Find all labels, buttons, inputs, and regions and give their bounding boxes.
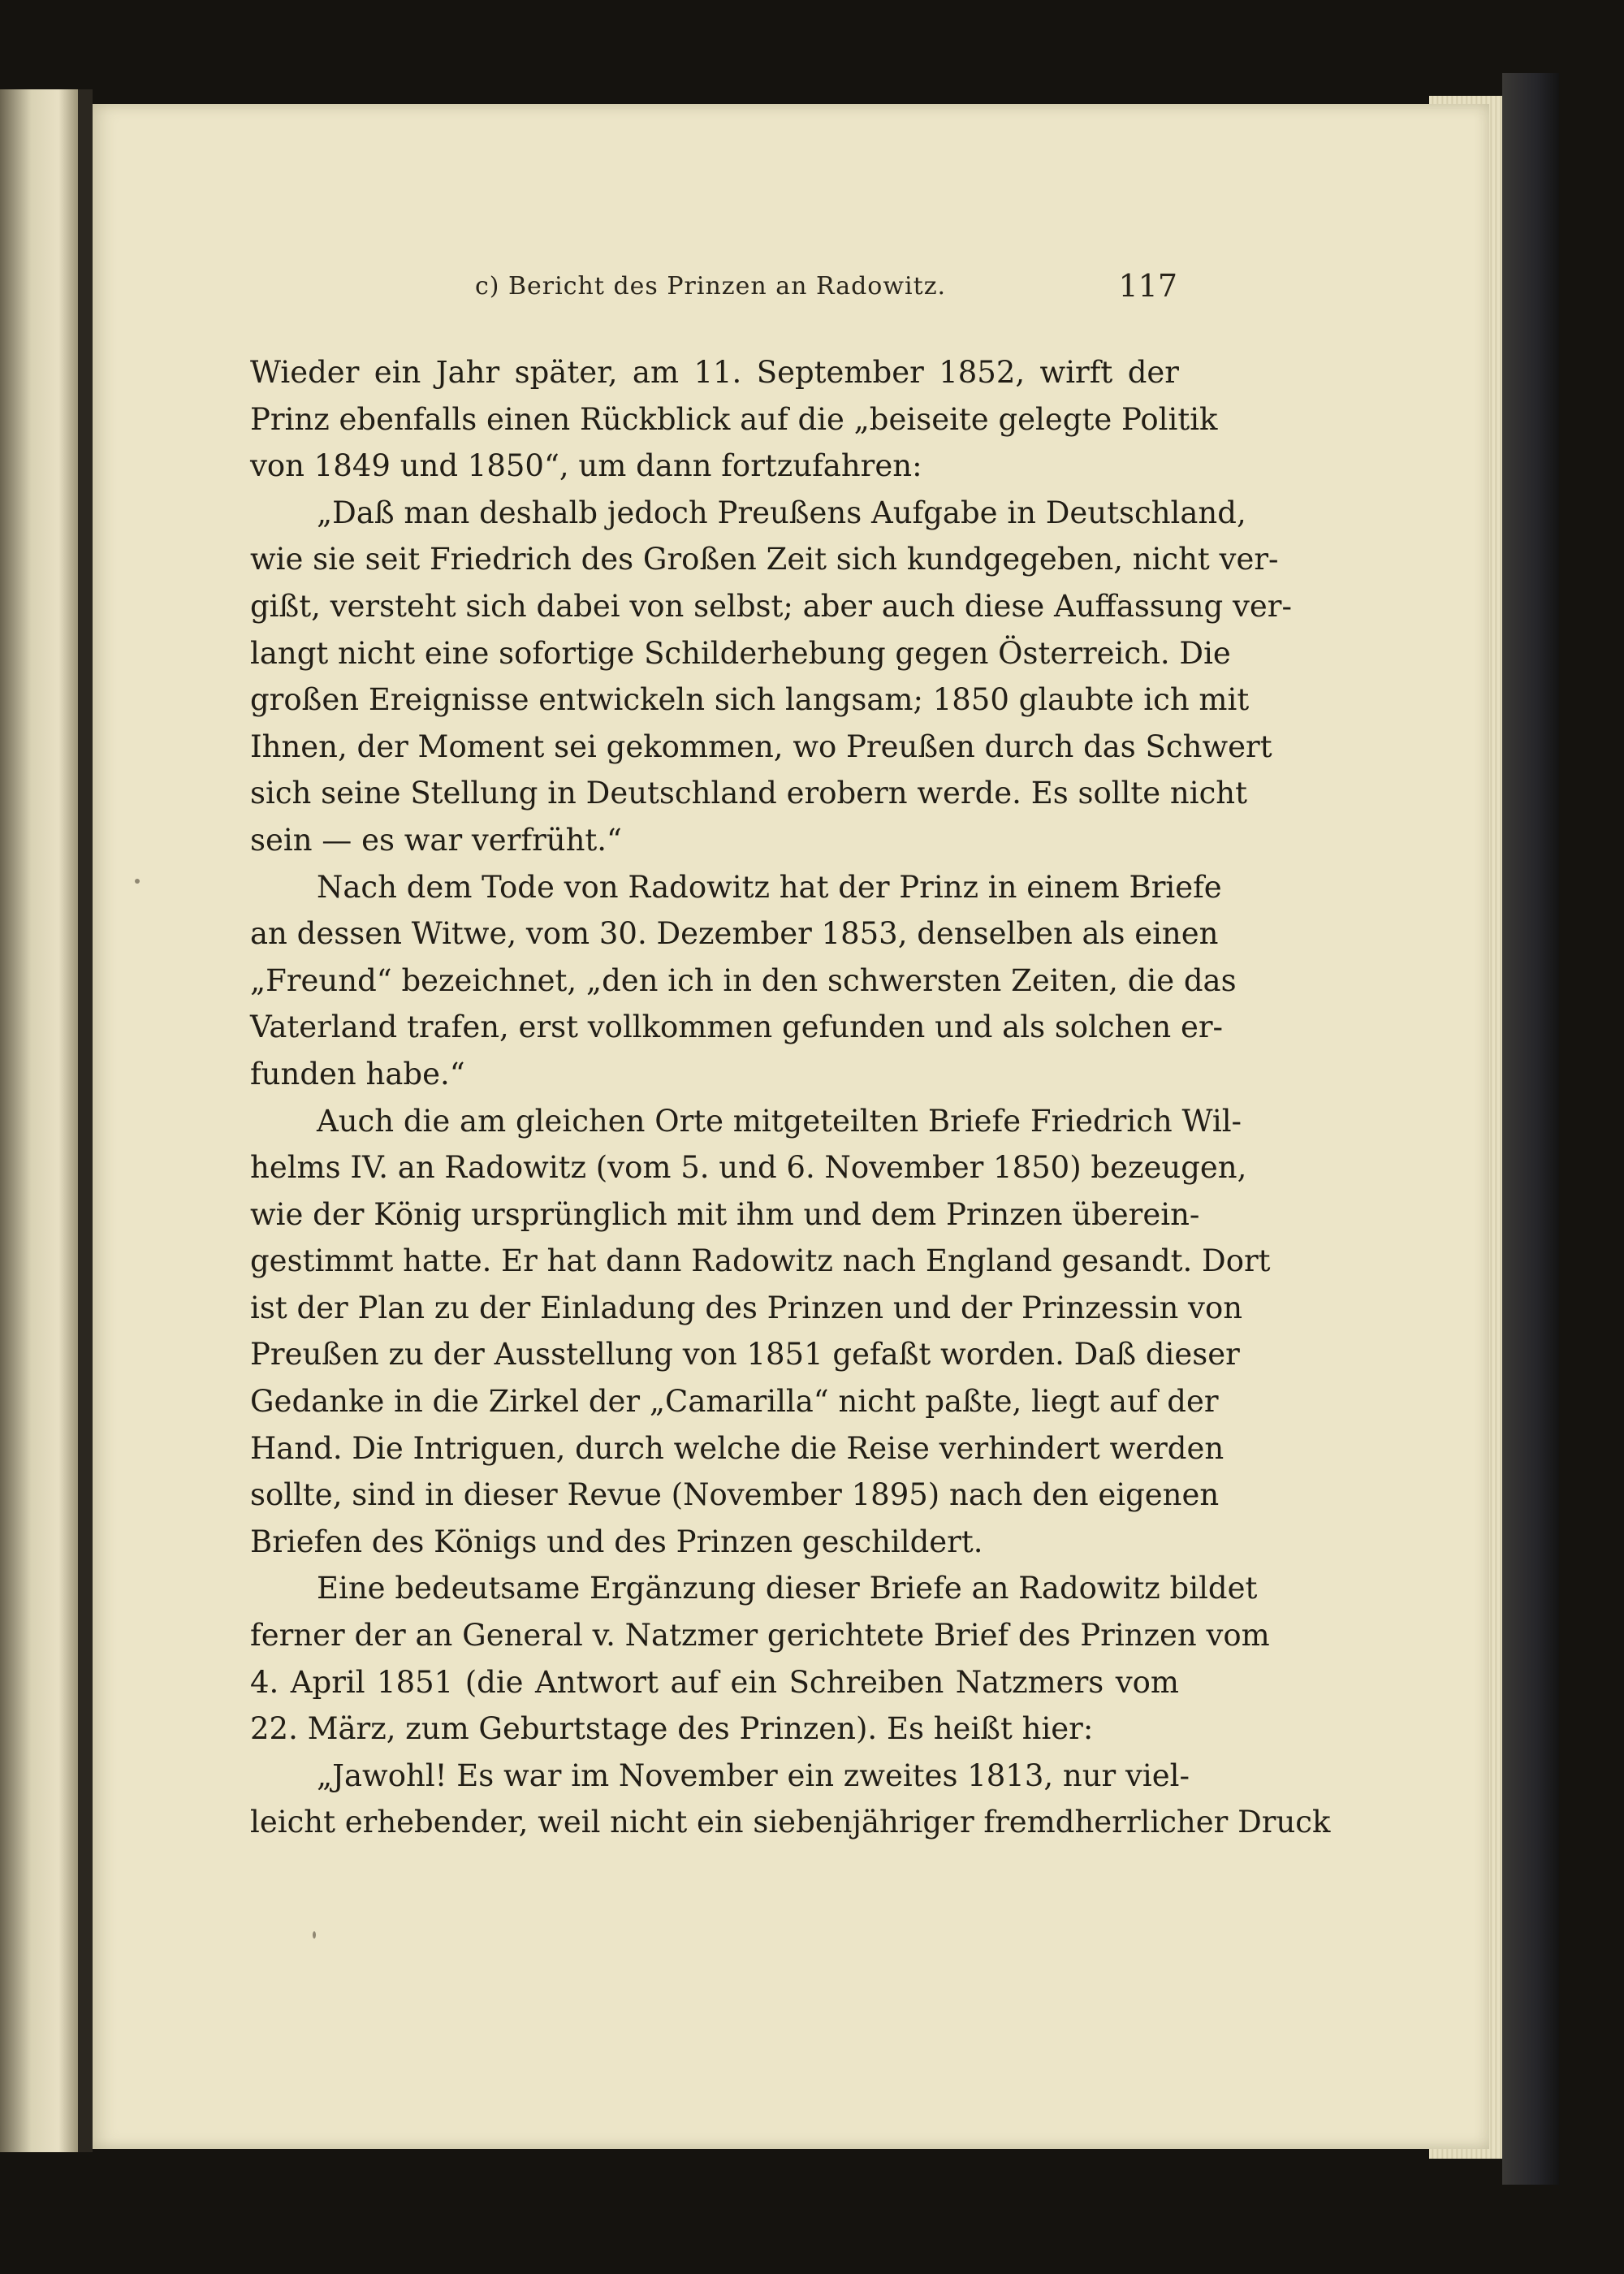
text-line: Nach dem Tode von Radowitz hat der Prinz in einem Briefe: [317, 869, 1222, 905]
text-line: helms IV. an Radowitz (vom 5. und 6. November 1850) bezeugen,: [250, 1150, 1247, 1186]
text-line: „Freund“ bezeichnet, „den ich in den schwersten Zeiten, die das: [250, 962, 1237, 998]
text-line: ist der Plan zu der Einladung des Prinzen und der Prinzessin von: [250, 1290, 1243, 1325]
running-head: c) Bericht des Prinzen an Radowitz.: [474, 272, 947, 300]
text-line: Prinz ebenfalls einen Rückblick auf die „beiseite gelegte Politik: [250, 401, 1218, 437]
text-line: sein — es war verfrüht.“: [250, 822, 622, 858]
page-number: 117: [1118, 268, 1177, 304]
text-line: großen Ereignisse entwickeln sich langsam; 1850 glaubte ich mit: [250, 682, 1250, 718]
text-line: funden habe.“: [250, 1056, 465, 1092]
paper-speck: [135, 879, 140, 884]
left-page-edge: [0, 89, 78, 2152]
text-line: „Jawohl! Es war im November ein zweites 1813, nur viel-: [317, 1757, 1190, 1793]
book-cover-edge: [1502, 73, 1559, 2185]
text-line: 4. April 1851 (die Antwort auf ein Schreiben Natzmers vom: [250, 1664, 1179, 1700]
text-line: an dessen Witwe, vom 30. Dezember 1853, denselben als einen: [250, 916, 1219, 952]
text-line: „Daß man deshalb jedoch Preußens Aufgabe in Deutschland,: [317, 495, 1246, 530]
text-line: Auch die am gleichen Orte mitgeteilten Briefe Friedrich Wil-: [317, 1103, 1242, 1139]
book-gutter: [78, 89, 93, 2152]
text-line: 22. März, zum Geburtstage des Prinzen). Es heißt hier:: [250, 1711, 1094, 1747]
text-line: Gedanke in die Zirkel der „Camarilla“ nicht paßte, liegt auf der: [250, 1384, 1219, 1420]
paper-speck: [313, 1931, 316, 1939]
text-line: Ihnen, der Moment sei gekommen, wo Preußen durch das Schwert: [250, 728, 1272, 764]
text-line: Vaterland trafen, erst vollkommen gefunden und als solchen er-: [250, 1009, 1224, 1045]
text-line: gißt, versteht sich dabei von selbst; aber auch diese Auffassung ver-: [250, 588, 1292, 624]
text-line: leicht erhebender, weil nicht ein siebenjähriger fremdherrlicher Druck: [250, 1805, 1331, 1840]
body-text: [250, 349, 1331, 1846]
text-line: wie der König ursprünglich mit ihm und dem Prinzen überein-: [250, 1196, 1200, 1232]
text-line: Preußen zu der Ausstellung von 1851 gefaßt worden. Daß dieser: [250, 1337, 1240, 1373]
text-line: Briefen des Königs und des Prinzen geschildert.: [250, 1524, 983, 1559]
text-line: gestimmt hatte. Er hat dann Radowitz nach England gesandt. Dort: [250, 1243, 1271, 1279]
text-line: sich seine Stellung in Deutschland erobern werde. Es sollte nicht: [250, 776, 1247, 811]
text-line: Hand. Die Intriguen, durch welche die Reise verhindert werden: [250, 1430, 1224, 1466]
text-line: von 1849 und 1850“, um dann fortzufahren:: [250, 448, 922, 484]
text-line: Eine bedeutsame Ergänzung dieser Briefe an Radowitz bildet: [317, 1571, 1258, 1606]
text-line: wie sie seit Friedrich des Großen Zeit sich kundgegeben, nicht ver-: [250, 542, 1279, 577]
text-line: langt nicht eine sofortige Schilderhebung gegen Österreich. Die: [250, 635, 1231, 671]
text-line: sollte, sind in dieser Revue (November 1895) nach den eigenen: [250, 1477, 1220, 1513]
text-line: ferner der an General v. Natzmer gerichtete Brief des Prinzen vom: [250, 1618, 1270, 1654]
text-line: Wieder ein Jahr später, am 11. September 1852, wirft der: [250, 355, 1179, 390]
